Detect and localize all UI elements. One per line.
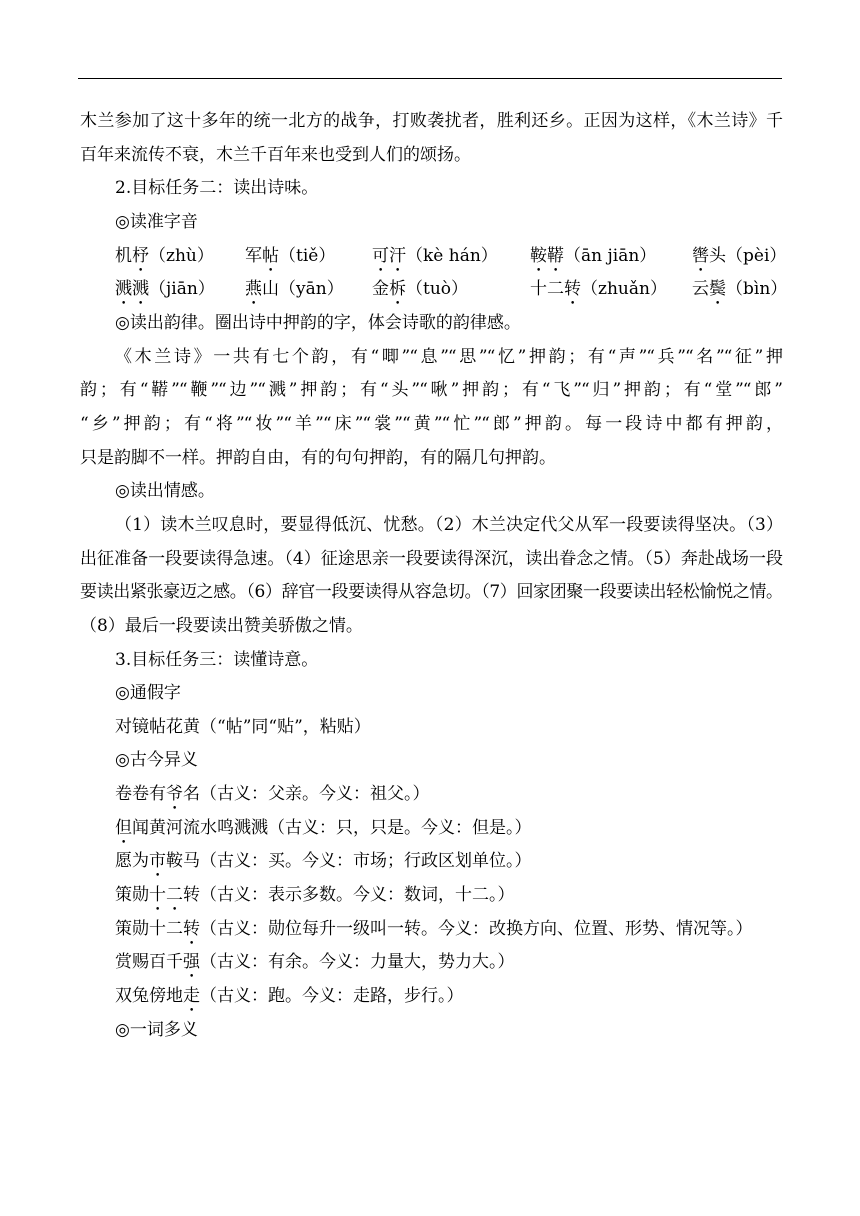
phrase-suffix: 闻黄河流水鸣溅溅（古义：只，只是。今义：但是。） — [132, 817, 532, 838]
emphasized-char: 走 — [183, 986, 200, 1007]
pinyin-annotation: （pèi） — [726, 245, 787, 266]
phrase-suffix: 鞍马（古义：买。今义：市场；行政区划单位。） — [166, 851, 532, 872]
rhyme-line-3: “乡”押韵；有“将”“妆”“羊”“床”“裳”“黄”“忙”“郎”押韵。每一段诗中都有押韵， — [80, 413, 782, 434]
emphasized-char: 转 — [183, 918, 200, 939]
phrase-suffix: （古义：跑。今义：走路，步行。） — [200, 986, 464, 1007]
emotion-line-2: 出征准备一段要读得急速。（4）征途思亲一段要读得深沉，读出眷念之情。（5）奔赴战场一段 — [80, 548, 782, 569]
rhyme-line-1: 《木兰诗》一共有七个韵，有“唧”“息”“思”“忆”押韵；有“声”“兵”“名”“征”押 — [115, 346, 782, 367]
rhyme-heading: ◎读出韵律。圈出诗中押韵的字，体会诗歌的韵律感。 — [115, 312, 521, 333]
emphasized-char: 可汗 — [372, 245, 406, 266]
emotion-line-4: （8）最后一段要读出赞美骄傲之情。 — [80, 615, 363, 636]
task2-heading: 2.目标任务二：读出诗味。 — [115, 178, 319, 199]
pronunciation-item — [372, 273, 468, 309]
pronunciation-row-1 — [80, 240, 787, 274]
gujin-item — [80, 913, 782, 947]
document-body — [80, 105, 788, 1047]
pronunciation-item — [115, 273, 215, 309]
rhyme-line-2: 韵；有“鞯”“鞭”“边”“溅”押韵；有“头”“啾”押韵；有“飞”“归”押韵；有“堂”“郎” — [80, 380, 782, 401]
pronunciation-item — [530, 240, 656, 276]
task3-heading: 3.目标任务三：读懂诗意。 — [115, 649, 319, 670]
pinyin-annotation: （bìn） — [726, 279, 788, 300]
phrase-suffix: （古义：勋位每升一级叫一转。今义：改换方向、位置、形势、情况等。） — [200, 918, 753, 939]
tongjia-item: 对镜帖花黄（“帖”同“贴”，粘贴） — [115, 716, 371, 737]
phrase-prefix: 卷卷有 — [115, 784, 166, 805]
pinyin-annotation: （zhù） — [149, 245, 214, 266]
intro-line-2: 百年来流传不衰，木兰千百年来也受到人们的颂扬。 — [80, 144, 471, 165]
emphasized-char: 溅溅 — [115, 279, 149, 300]
phrase-suffix: 转（古义：表示多数。今义：数词，十二。） — [183, 885, 515, 906]
word-suffix: 头 — [709, 245, 726, 266]
pronunciation-item — [245, 240, 335, 276]
word-prefix: 金 — [372, 279, 389, 300]
emphasized-char: 柝 — [389, 279, 406, 300]
emphasized-char: 但 — [115, 817, 132, 838]
pinyin-annotation: （kè hán） — [406, 245, 498, 266]
emphasized-char: 鞍鞯 — [530, 245, 564, 266]
gujin-item — [80, 778, 782, 812]
rhyme-line-4: 只是韵脚不一样。押韵自由，有的句句押韵，有的隔几句押韵。 — [80, 447, 556, 468]
emphasized-char: 杼 — [132, 245, 149, 266]
phrase-prefix: 策勋 — [115, 885, 149, 906]
pinyin-annotation: （jiān） — [149, 279, 215, 300]
emotion-line-1: （1）读木兰叹息时，要显得低沉、忧愁。（2）木兰决定代父从军一段要读得坚决。（3） — [115, 514, 782, 535]
gujin-item — [80, 946, 782, 980]
word-prefix: 军 — [245, 245, 262, 266]
word-suffix: 山 — [262, 279, 279, 300]
phrase-prefix: 愿为 — [115, 851, 149, 872]
gujin-item — [80, 845, 782, 879]
pronunciation-item — [530, 273, 667, 309]
emphasized-char: 辔 — [692, 245, 709, 266]
emotion-line-3: 要读出紧张豪迈之感。（6）辞官一段要读得从容急切。（7）回家团聚一段要读出轻松愉悦之情。 — [80, 582, 782, 603]
word-prefix: 十二 — [530, 279, 564, 300]
phrase-suffix: 名（古义：父亲。今义：祖父。） — [183, 784, 430, 805]
pronunciation-row-2 — [80, 273, 788, 307]
yici-heading: ◎一词多义 — [115, 1019, 198, 1040]
emphasized-char: 鬓 — [709, 279, 726, 300]
phrase-prefix: 策勋十二 — [115, 918, 183, 939]
pronunciation-item — [115, 240, 214, 276]
emphasized-char: 转 — [564, 279, 581, 300]
pinyin-annotation: （tuò） — [406, 279, 469, 300]
emphasized-char: 爷 — [166, 784, 183, 805]
pronunciation-item — [692, 240, 786, 276]
phrase-suffix: （古义：有余。今义：力量大，势力大。） — [200, 952, 515, 973]
gujin-item — [80, 879, 782, 913]
pinyin-annotation: （tiě） — [279, 245, 336, 266]
phrase-prefix: 赏赐百千 — [115, 952, 183, 973]
pronunciation-heading: ◎读准字音 — [115, 211, 198, 232]
emphasized-char: 强 — [183, 952, 200, 973]
intro-line-1: 木兰参加了这十多年的统一北方的战争，打败袭扰者，胜利还乡。正因为这样，《木兰诗》千 — [80, 111, 782, 131]
emphasized-char: 市 — [149, 851, 166, 872]
tongjia-heading: ◎通假字 — [115, 683, 181, 704]
pronunciation-item — [372, 240, 498, 276]
pronunciation-item — [692, 273, 787, 309]
pinyin-annotation: （ān jiān） — [564, 245, 657, 266]
emotion-heading: ◎读出情感。 — [115, 481, 215, 502]
emphasized-char: 十二 — [149, 885, 183, 906]
phrase-prefix: 双兔傍地 — [115, 986, 183, 1007]
emphasized-char: 燕 — [245, 279, 262, 300]
emphasized-char: 帖 — [262, 245, 279, 266]
header-rule — [78, 78, 782, 79]
word-prefix: 机 — [115, 245, 132, 266]
gujin-item — [80, 812, 782, 846]
pronunciation-item — [245, 273, 344, 309]
pinyin-annotation: （yān） — [279, 279, 344, 300]
gujin-item — [80, 980, 782, 1014]
word-prefix: 云 — [692, 279, 709, 300]
gujin-heading: ◎古今异义 — [115, 750, 198, 771]
pinyin-annotation: （zhuǎn） — [581, 279, 667, 300]
